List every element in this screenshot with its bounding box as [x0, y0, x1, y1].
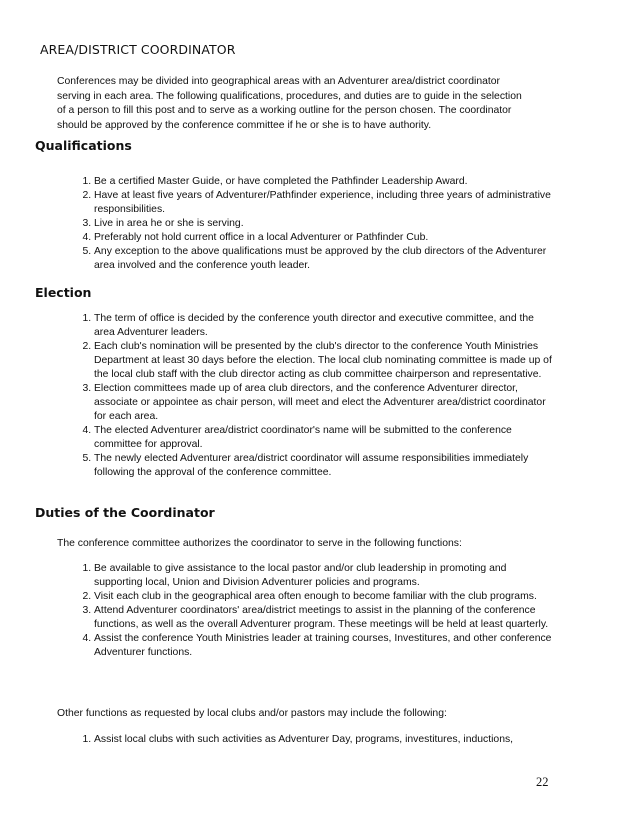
- intro-paragraph: Conferences may be divided into geographical areas with an Adventurer area/district coordinator serving in each area. The following qualifications, procedures, and duties are to guide in the selection of a person to fill this post and to serve as a working outline for the person chosen. The coordinator should be approved by the conference committee if he or she is to have authority.: [57, 76, 522, 131]
- list-item: 5. The newly elected Adventurer area/district coordinator will assume responsibilities immediately following the approval of the conference committee.: [94, 452, 554, 480]
- list-item: 2. Have at least five years of Adventurer/Pathfinder experience, including three years of administrative responsibilities.: [94, 189, 554, 217]
- other-functions-intro: Other functions as requested by local clubs and/or pastors may include the following:: [57, 708, 447, 719]
- list-item: 3. Election committees made up of area club directors, and the conference Adventurer director, associate or appointee as chair person, will meet and elect the Adventurer area/district coordinator for each area.: [94, 382, 554, 424]
- list-item: 3. Live in area he or she is serving.: [94, 217, 554, 231]
- page-title: AREA/DISTRICT COORDINATOR: [40, 42, 236, 57]
- page-number: 22: [536, 775, 549, 789]
- duties-intro: The conference committee authorizes the coordinator to serve in the following functions:: [57, 538, 462, 549]
- list-item: 1. The term of office is decided by the conference youth director and executive committee, and the area Adventurer leaders.: [94, 312, 554, 340]
- other-functions-list: [74, 733, 554, 747]
- list-item: 4. Assist the conference Youth Ministries leader at training courses, Investitures, and other conference Adventurer functions.: [94, 632, 554, 660]
- list-item: 1. Assist local clubs with such activities as Adventurer Day, programs, investitures, inductions,: [94, 733, 554, 747]
- list-item: 2. Visit each club in the geographical area often enough to become familiar with the club programs.: [94, 590, 554, 604]
- duties-heading: Duties of the Coordinator: [35, 505, 215, 520]
- election-heading: Election: [35, 285, 92, 300]
- list-item: 1. Be a certified Master Guide, or have completed the Pathfinder Leadership Award.: [94, 175, 554, 189]
- qualifications-heading: Qualifications: [35, 138, 132, 153]
- list-item: 2. Each club's nomination will be presented by the club's director to the conference Youth Ministries Department at least 30 days before the election. The local club nominating committee is made up of the local club staff with the club director acting as club committee chairperson and representative.: [94, 340, 554, 382]
- list-item: 1. Be available to give assistance to the local pastor and/or club leadership in promoting and supporting local, Union and Division Adventurer policies and programs.: [94, 562, 554, 590]
- list-item: 4. Preferably not hold current office in a local Adventurer or Pathfinder Cub.: [94, 231, 554, 245]
- list-item: 4. The elected Adventurer area/district coordinator's name will be submitted to the conference committee for approval.: [94, 424, 554, 452]
- list-item: 3. Attend Adventurer coordinators' area/district meetings to assist in the planning of the conference functions, as well as the overall Adventurer program. These meetings will be held at least quarterly.: [94, 604, 554, 632]
- qualifications-list: [74, 175, 554, 273]
- duties-list: [74, 562, 554, 660]
- list-item: 5. Any exception to the above qualifications must be approved by the club directors of the Adventurer area involved and the conference youth leader.: [94, 245, 554, 273]
- election-list: [74, 312, 554, 480]
